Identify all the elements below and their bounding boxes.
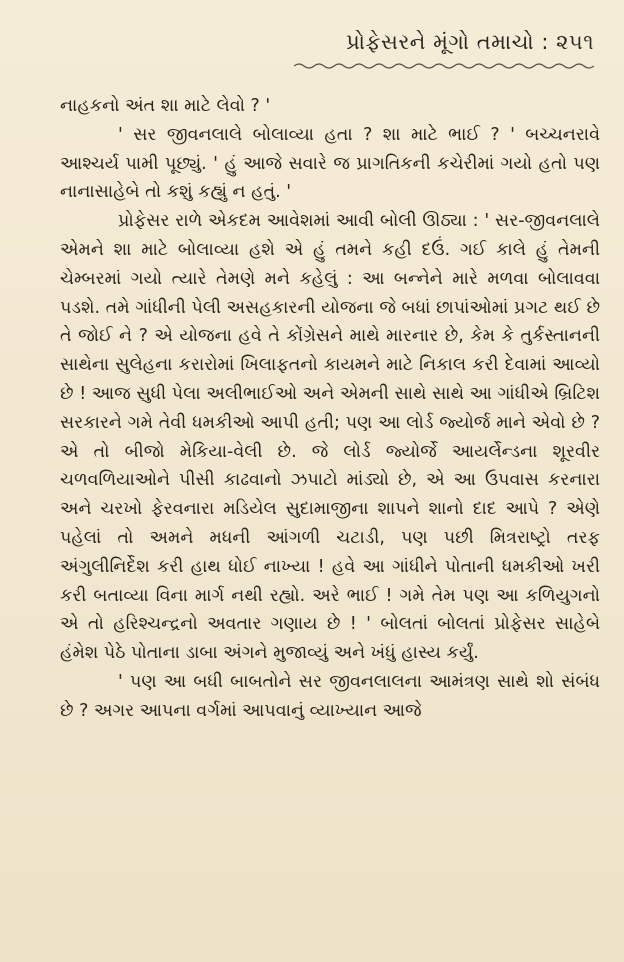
paragraph-1: નાહકનો અંત શા માટે લેવો ? ' xyxy=(60,96,271,116)
paragraph-4: ' પણ આ બધી બાબતોને સર જીવનલાલના આમંત્રણ સાથે શો સંબંધ છે ? અગર આપના વર્ગમાં આપવાનું વ્યાખ્યાન આજે xyxy=(60,671,600,721)
header-wavy-rule xyxy=(294,62,594,70)
paragraph-2: ' સર જીવનલાલે બોલાવ્યા હતા ? શા માટે ભાઈ ? ' બચ્ચનરાવે આશ્ચર્ય પામી પૂછ્યું. ' હું આજે સવારે જ પ્રાગતિકની કચેરીમાં ગયો હતો પણ નાનાસાહેબે તો કશું કહ્યું ન હતું. ' xyxy=(60,124,600,203)
running-header: પ્રોફેસરને મૂંગો તમાચો : ૨૫૧ xyxy=(346,30,594,54)
page-body xyxy=(60,92,600,726)
paragraph-3: પ્રોફેસર રાળે એકદમ આવેશમાં આવી બોલી ઊઠ્યા : ' સર-જીવનલાલે એમને શા માટે બોલાવ્યા હશે એ હું તમને કહી દઉં. ગઈ કાલે હું તેમની ચેમ્બરમાં ગયો ત્યારે તેમણે મને કહેલું : આ બન્નેને મારે મળવા બોલાવવા પડશે. તમે ગાંધીની પેલી અસહકારની યોજના જે બધાં છાપાંઓમાં પ્રગટ થઈ છે તે જોઈ ને ? એ યોજના હવે તે કોંગ્રેસને માથે મારનાર છે, કેમ કે તુર્કસ્તાનની સાથેના સુલેહના કરારોમાં ખિલાફતનો કાયમને માટે નિકાલ કરી દેવામાં આવ્યો છે ! આજ સુધી પેલા અલીભાઈઓ અને એમની સાથે સાથે આ ગાંધીએ બ્રિટિશ સરકારને ગમે તેવી ધમકીઓ આપી હતી; પણ આ લોર્ડ જ્યોર્જ માને એવો છે ? એ તો બીજો મેકિયા-વેલી છે. જે લોર્ડ જ્યોર્જે આયર્લેન્ડના શૂરવીર ચળવળિયાઓને પીસી કાઢવાનો ઝપાટો માંડ્યો છે, એ આ ઉપવાસ કરનારા અને ચરખો ફેરવનારા મડિયેલ સુદામાજીના શાપને શાનો દાદ આપે ? એણે પહેલાં તો અમને મધની આંગળી ચટાડી, પણ પછી મિત્રરાષ્ટ્રો તરફ અંગુલીનિર્દેશ કરી હાથ ધોઈ નાખ્યા ! હવે આ ગાંધીને પોતાની ધમકીઓ ખરી કરી બતાવ્યા વિના માર્ગ નથી રહ્યો. અરે ભાઈ ! ગમે તેમ પણ આ કળિયુગનો એ તો હરિશ્ચન્દ્રનો અવતાર ગણાય છે ! ' બોલતાં બોલતાં પ્રોફેસર સાહેબે હંમેશ પેઠે પોતાના ડાબા અંગને મુજાવ્યું અને ખંધું હાસ્ય કર્યું. xyxy=(60,211,600,664)
